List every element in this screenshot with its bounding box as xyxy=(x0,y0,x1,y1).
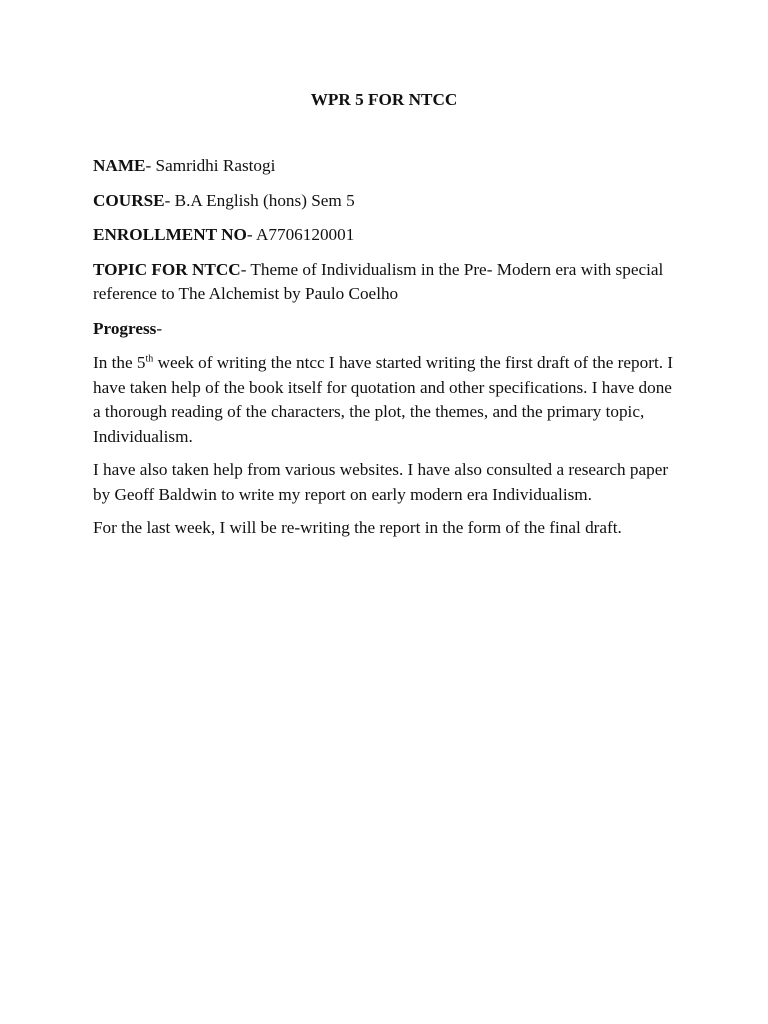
progress-value: - xyxy=(156,318,163,338)
progress-paragraph-1 xyxy=(93,351,683,449)
topic-label: TOPIC FOR NTCC xyxy=(93,259,241,279)
progress-paragraph-3: For the last week, I will be re-writing the report in the form of the final draft. xyxy=(93,518,622,537)
enrollment-label: ENROLLMENT NO xyxy=(93,225,247,244)
name-value: - Samridhi Rastogi xyxy=(145,156,276,175)
paragraph-1-rest: week of writing the ntcc I have started writing the first draft of the report. I have taken help of the book itself for quotation and other specifications. I have done a thorough reading of the characters, the plot, the themes, and the primary topic, Individualism. xyxy=(93,353,674,446)
ordinal-superscript: th xyxy=(145,353,154,365)
enrollment-field xyxy=(93,223,683,248)
name-label: NAME xyxy=(93,156,146,175)
enrollment-value: - A7706120001 xyxy=(246,225,355,244)
document-body xyxy=(93,154,683,550)
progress-paragraph-2: I have also taken help from various websites. I have also consulted a research paper by Geoff Baldwin to write my report on early modern era Individualism. xyxy=(93,460,669,504)
name-field xyxy=(93,154,683,179)
course-field xyxy=(93,189,683,214)
topic-field xyxy=(93,258,683,307)
topic-value: - Theme of Individualism in the Pre- Modern era with special reference to The Alchemist by Paulo Coelho xyxy=(93,259,664,303)
progress-heading xyxy=(93,317,683,342)
course-value: - B.A English (hons) Sem 5 xyxy=(164,190,355,210)
document-title: WPR 5 FOR NTCC xyxy=(310,90,458,109)
paragraph-1-lead: In the 5 xyxy=(93,353,146,372)
progress-label: Progress xyxy=(93,318,157,338)
course-label: COURSE xyxy=(93,190,165,210)
